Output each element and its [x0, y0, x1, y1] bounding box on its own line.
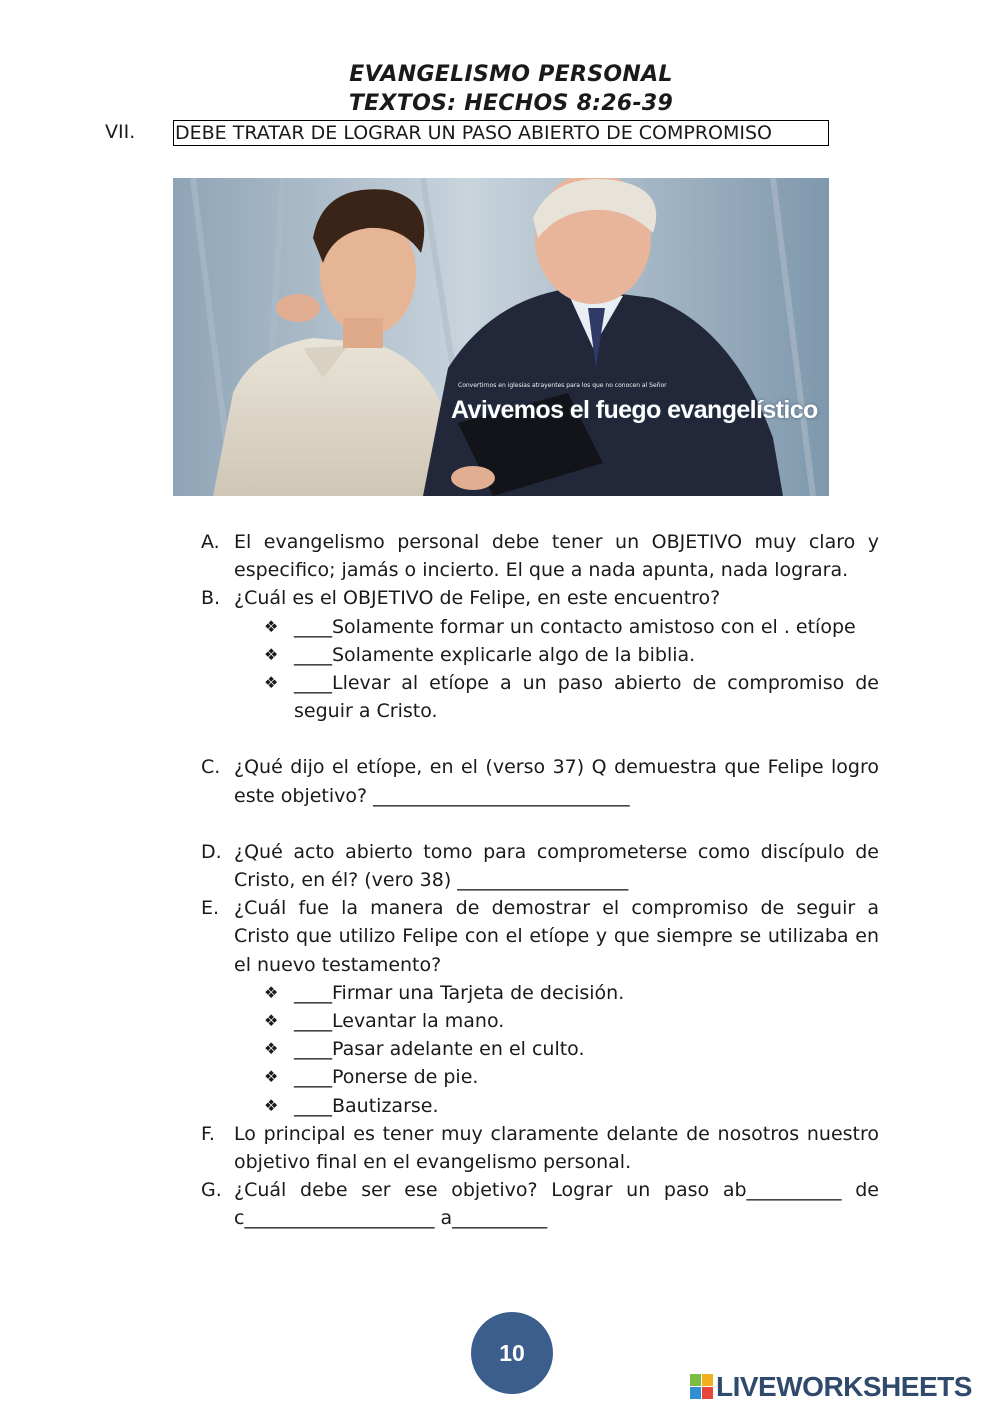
option-text: ____Bautizarse.	[294, 1094, 439, 1117]
section-title: DEBE TRATAR DE LOGRAR UN PASO ABIERTO DE COMPROMISO	[173, 120, 829, 146]
section-number: VII.	[105, 121, 136, 143]
option-text: ____Llevar al etíope a un paso abierto de compromiso de seguir a Cristo.	[294, 672, 879, 723]
item-g[interactable]	[201, 1176, 879, 1232]
brand-logo	[690, 1371, 972, 1403]
item-label: D.	[201, 840, 222, 863]
option-text: ____Levantar la mano.	[294, 1010, 505, 1033]
brand-name: LIVEWORKSHEETS	[716, 1371, 972, 1402]
image-caption-small: Convertirnos en iglesias atrayentes para los que no conocen al Señor	[458, 382, 667, 389]
spacer	[201, 725, 879, 753]
bullet-icon: ❖	[264, 616, 279, 636]
option-e5[interactable]	[264, 1092, 879, 1120]
item-label: B.	[201, 587, 221, 610]
page-number: 10	[471, 1312, 553, 1394]
illustration-photo	[173, 178, 829, 496]
bullet-icon: ❖	[264, 982, 279, 1002]
item-label: F.	[201, 1122, 215, 1145]
photo-illustration	[173, 178, 829, 496]
option-e4[interactable]	[264, 1063, 879, 1091]
item-b	[201, 584, 879, 612]
image-caption-title: Avivemos el fuego evangelístico	[451, 396, 818, 424]
option-e1[interactable]	[264, 979, 879, 1007]
item-label: C.	[201, 756, 221, 779]
bullet-icon: ❖	[264, 1011, 279, 1031]
item-text: ¿Cuál fue la manera de demostrar el compromiso de seguir a Cristo que utilizo Felipe con el etíope y que siempre se utilizaba en el nuevo testamento?	[234, 897, 879, 976]
option-text: ____Ponerse de pie.	[294, 1066, 479, 1089]
bullet-icon: ❖	[264, 673, 279, 693]
option-text: ____Solamente explicarle algo de la biblia.	[294, 643, 696, 666]
item-text: ¿Cuál es el OBJETIVO de Felipe, en este encuentro?	[234, 587, 721, 610]
document-subtitle: TEXTOS: HECHOS 8:26-39	[348, 91, 674, 116]
bullet-icon: ❖	[264, 644, 279, 664]
item-text: ¿Cuál debe ser ese objetivo? Lograr un paso ab__________ de c____________________ a__________	[234, 1179, 879, 1230]
option-b2[interactable]	[264, 641, 879, 669]
item-d[interactable]	[201, 838, 879, 894]
bullet-icon: ❖	[264, 1039, 279, 1059]
item-text: El evangelismo personal debe tener un OBJETIVO muy claro y especifico; jamás o incierto. El que a nada apunta, nada lograra.	[234, 531, 879, 582]
item-text: Lo principal es tener muy claramente delante de nosotros nuestro objetivo final en el evangelismo personal.	[234, 1122, 879, 1174]
bullet-icon: ❖	[264, 1095, 279, 1115]
item-label: A.	[201, 531, 220, 553]
item-e	[201, 894, 879, 979]
option-text: ____Firmar una Tarjeta de decisión.	[294, 981, 625, 1004]
item-label: G.	[201, 1179, 222, 1202]
item-text: ¿Qué acto abierto tomo para comprometerse como discípulo de Cristo, en él? (vero 38) __________________	[234, 840, 879, 892]
option-e2[interactable]	[264, 1007, 879, 1035]
bullet-icon: ❖	[264, 1067, 279, 1087]
item-label: E.	[201, 897, 220, 920]
item-f	[201, 1120, 879, 1176]
liveworksheets-logo-icon	[690, 1374, 714, 1400]
option-text: ____Solamente formar un contacto amistoso con el . etíope	[294, 615, 856, 638]
item-c[interactable]	[201, 753, 879, 809]
document-title: EVANGELISMO PERSONAL	[349, 62, 673, 87]
item-a	[201, 528, 879, 584]
item-text: ¿Qué dijo el etíope, en el (verso 37) Q demuestra que Felipe logro este objetivo? ___________________________	[234, 756, 879, 807]
spacer	[201, 810, 879, 838]
option-b1[interactable]	[264, 613, 879, 641]
option-text: ____Pasar adelante en el culto.	[294, 1038, 585, 1061]
option-e3[interactable]	[264, 1035, 879, 1063]
option-b3[interactable]	[264, 669, 879, 725]
question-list	[201, 528, 879, 1233]
